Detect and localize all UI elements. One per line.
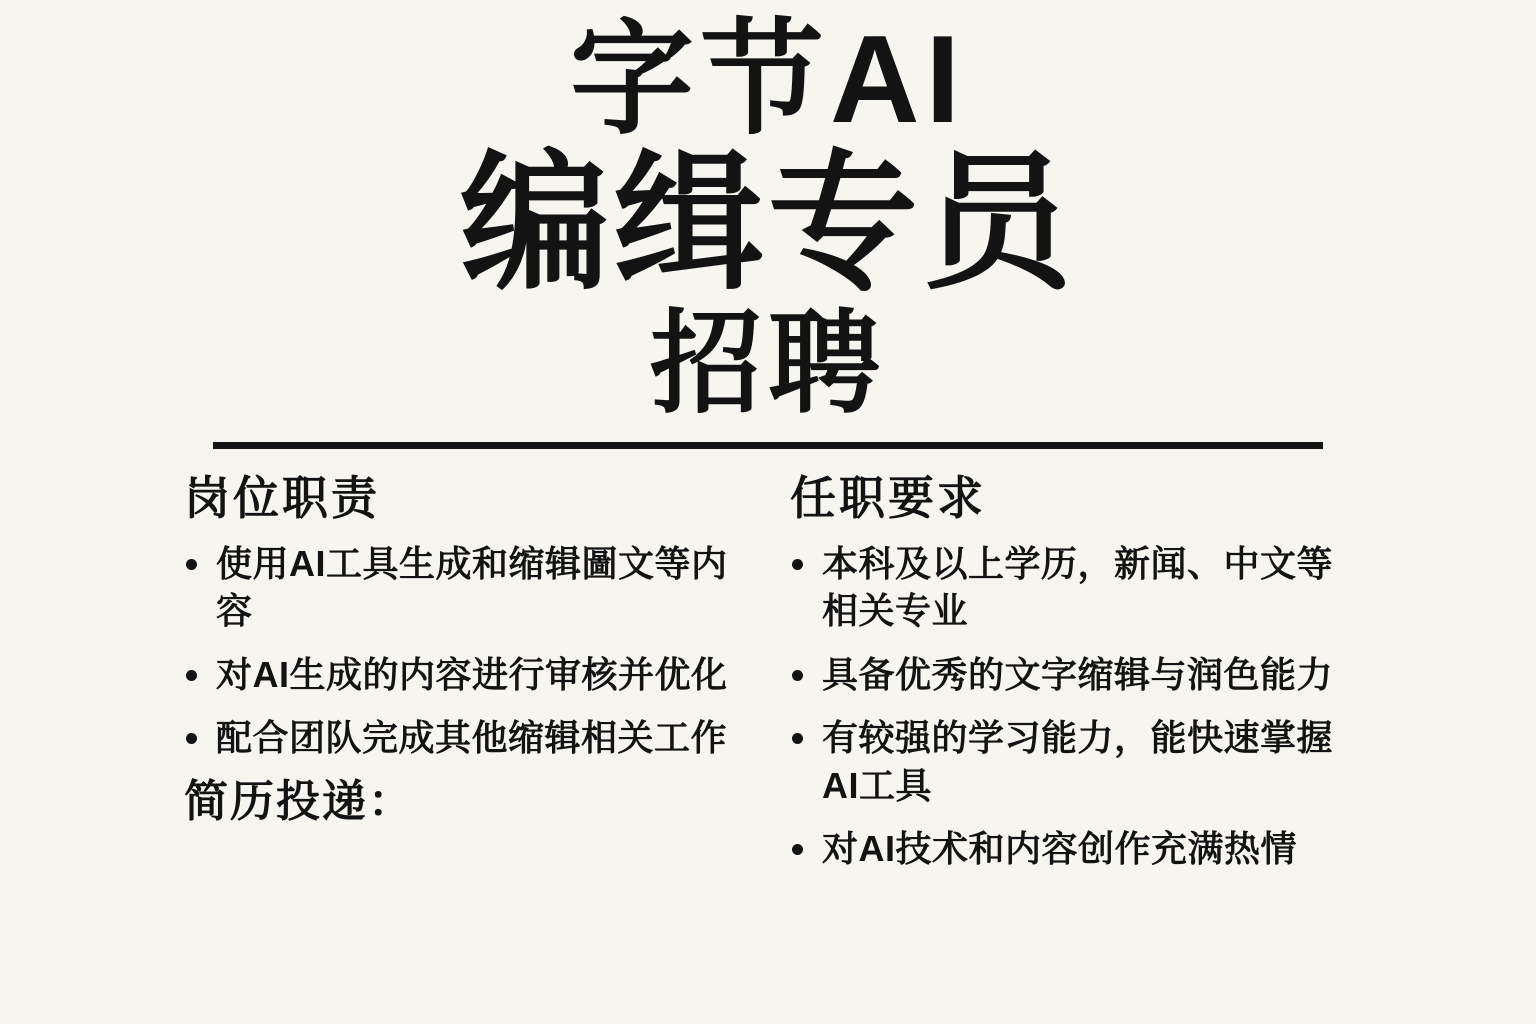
resume-submission-heading: 简历投递：: [184, 776, 414, 826]
content-columns: [178, 473, 1358, 889]
poster-title-block: [0, 0, 1536, 426]
title-line-2: 编缉专员: [459, 139, 1076, 307]
list-item: 有较强的学习能力，能快速掌握AI工具: [784, 714, 1344, 809]
title-line-3: 招聘: [650, 301, 886, 426]
responsibilities-heading: 岗位职责: [184, 472, 380, 524]
horizontal-divider: [213, 442, 1323, 449]
list-item: 对AI技术和内容创作充满热情: [784, 825, 1344, 873]
requirements-heading: 任职要求: [790, 472, 986, 524]
column-requirements: [784, 473, 1344, 889]
list-item: 配合团队完成其他缩辑相关工作: [178, 714, 738, 762]
list-item: 使用AI工具生成和缩辑圖文等内容: [178, 540, 738, 635]
column-responsibilities: [178, 473, 738, 889]
title-line-1: 字节AI: [569, 11, 966, 149]
requirements-list: [784, 540, 1344, 873]
list-item: 本科及以上学历，新闻、中文等相关专业: [784, 540, 1344, 635]
list-item: 对AI生成的内容进行审核并优化: [178, 651, 738, 699]
list-item: 具备优秀的文字缩辑与润色能力: [784, 651, 1344, 699]
responsibilities-list: [178, 540, 738, 762]
